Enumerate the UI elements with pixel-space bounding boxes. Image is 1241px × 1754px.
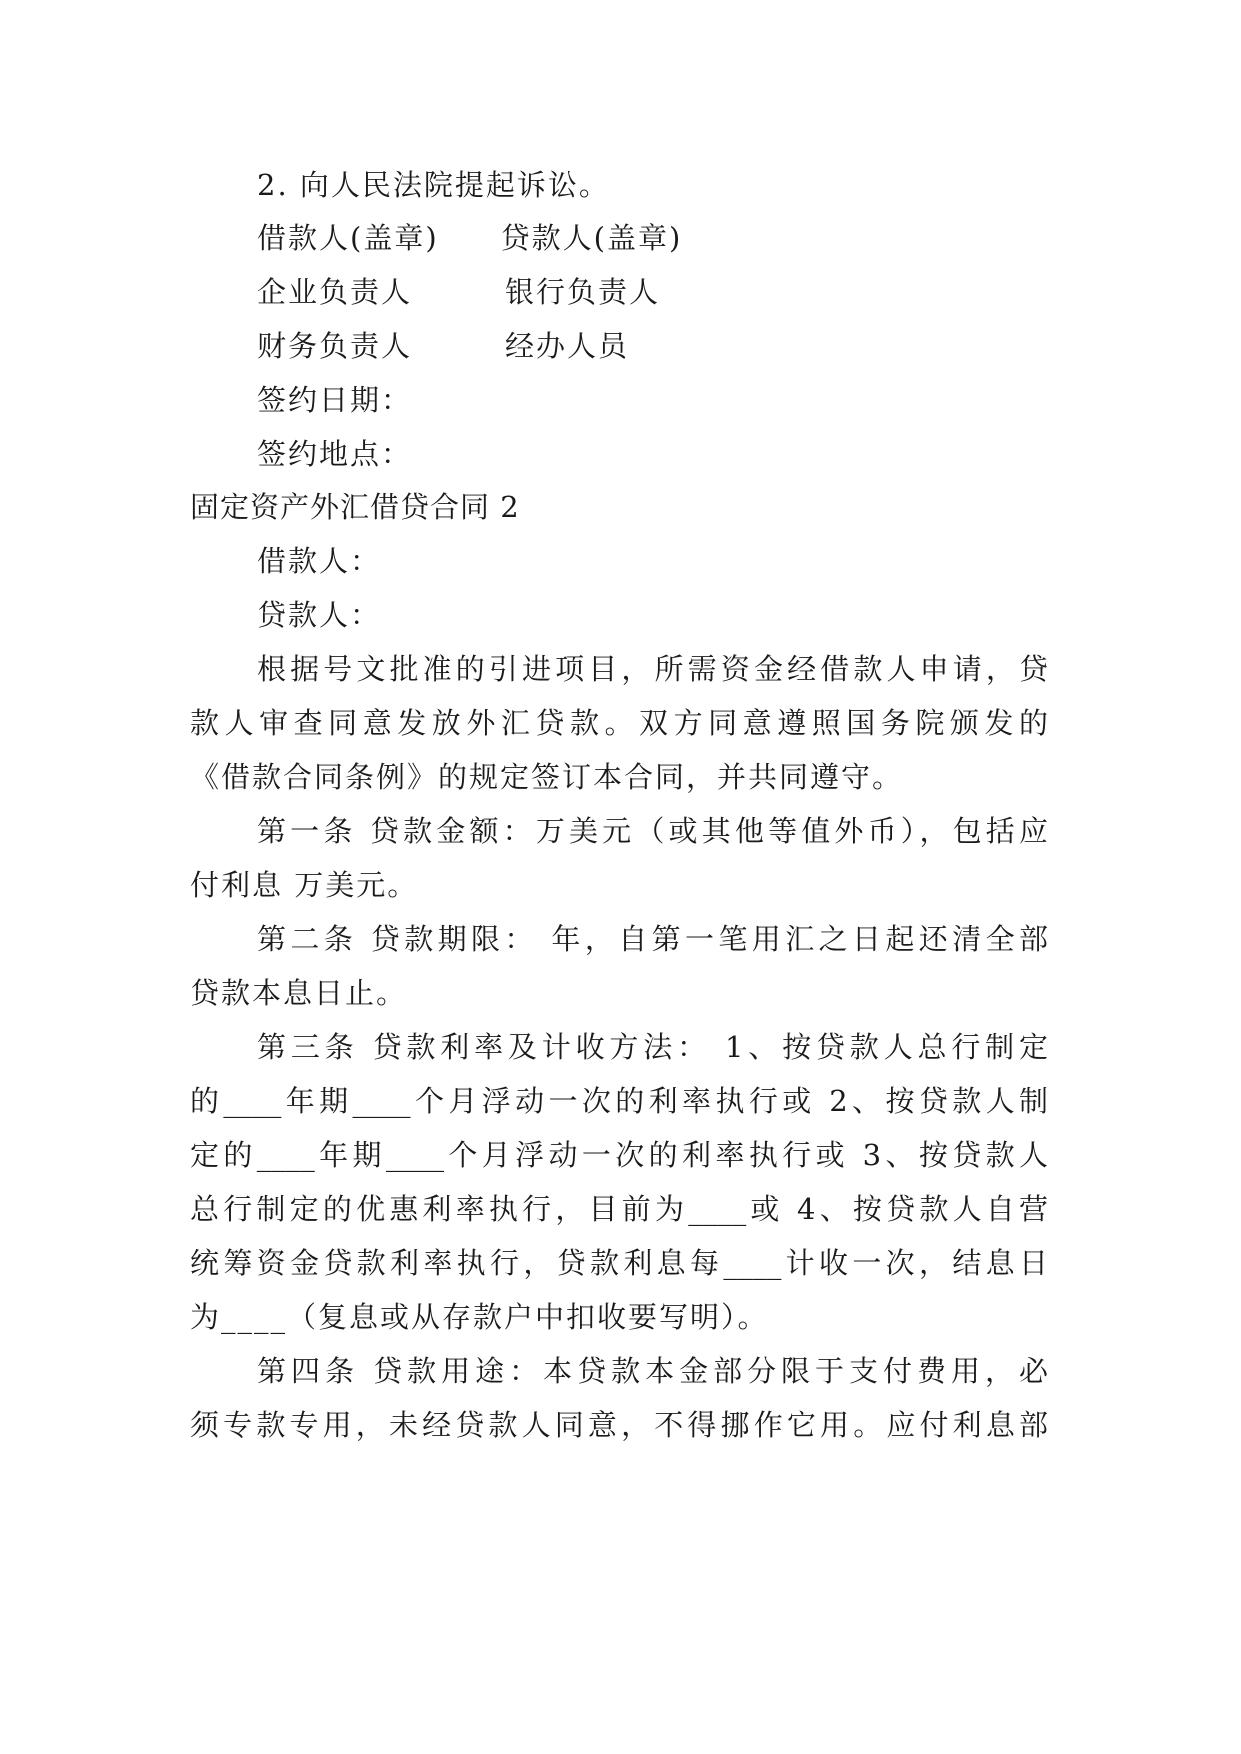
article-1-line: 付利息 万美元。 (190, 868, 419, 902)
article-2-line: 第二条 贷款期限： 年，自第一笔用汇之日起还清全部 (257, 922, 1048, 956)
article-4-line: 第四条 贷款用途：本贷款本金部分限于支付费用，必 (257, 1354, 1048, 1388)
article-1-line: 第一条 贷款金额：万美元（或其他等值外币），包括应 (257, 814, 1048, 848)
article-3-line: 第三条 贷款利率及计收方法： 1、按贷款人总行制定 (257, 1030, 1048, 1064)
signature-heads: 企业负责人 银行负责人 (257, 275, 661, 309)
article-2-line: 贷款本息日止。 (190, 976, 408, 1010)
paragraph-line: 款人审查同意发放外汇贷款。双方同意遵照国务院颁发的 (190, 706, 1048, 740)
borrower-label: 借款人： (257, 544, 382, 578)
article-3-line: 统筹资金贷款利率执行，贷款利息每____计收一次，结息日 (190, 1246, 1048, 1280)
paragraph-line: 《借款合同条例》的规定签订本合同，并共同遵守。 (190, 760, 904, 794)
signature-finance-staff: 财务负责人 经办人员 (257, 329, 630, 363)
article-3-line: 定的____年期____个月浮动一次的利率执行或 3、按贷款人 (190, 1138, 1048, 1172)
article-3-line: 为____（复息或从存款户中扣收要写明）。 (190, 1300, 769, 1334)
article-3-line: 的____年期____个月浮动一次的利率执行或 2、按贷款人制 (190, 1084, 1048, 1118)
paragraph-line: 根据号文批准的引进项目，所需资金经借款人申请，贷 (257, 652, 1048, 686)
signature-borrower-lender: 借款人(盖章) 贷款人(盖章) (257, 221, 683, 255)
article-4-line: 须专款专用，未经贷款人同意，不得挪作它用。应付利息部 (190, 1408, 1048, 1442)
signing-place: 签约地点： (257, 437, 413, 471)
article-3-line: 总行制定的优惠利率执行，目前为____或 4、按贷款人自营 (190, 1192, 1048, 1226)
contract-title: 固定资产外汇借贷合同 2 (190, 490, 520, 524)
signing-date: 签约日期： (257, 383, 413, 417)
clause-litigation: 2. 向人民法院提起诉讼。 (257, 168, 610, 202)
lender-label: 贷款人： (257, 598, 382, 632)
